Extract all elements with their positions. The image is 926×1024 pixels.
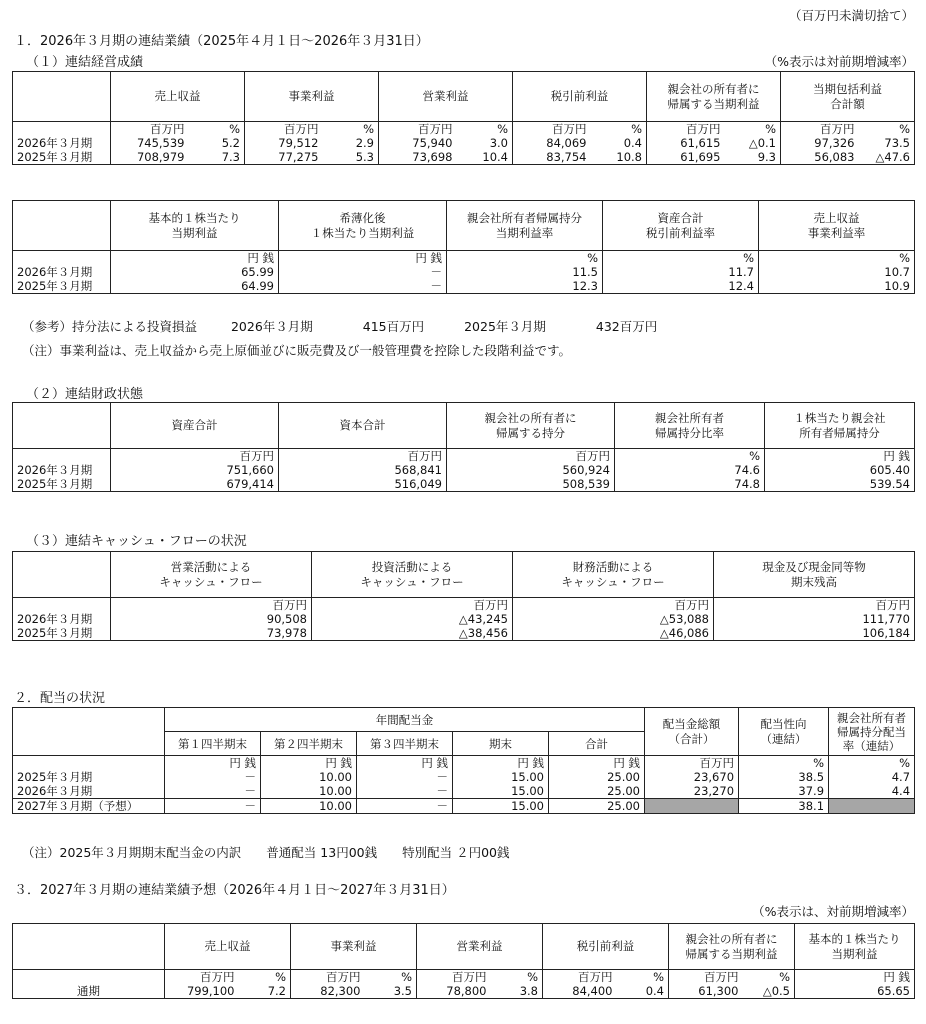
- row-label: 2026年３月期: [13, 265, 111, 279]
- value-cell: 106,184: [714, 626, 915, 641]
- value-cell: 65.65: [795, 984, 915, 999]
- unit-cell: 円 銭: [795, 970, 915, 985]
- value-cell: 10.7: [759, 265, 915, 279]
- col-header: 売上収益: [165, 924, 291, 970]
- value-cell: 56,083: [781, 150, 859, 165]
- value-cell: 111,770: [714, 612, 915, 626]
- annual-dividend-header: 年間配当金: [165, 708, 645, 732]
- value-cell: 0.4: [617, 984, 669, 999]
- value-cell: 11.7: [603, 265, 759, 279]
- value-cell: 77,275: [245, 150, 323, 165]
- unit-note: （百万円未満切捨て）: [788, 8, 914, 23]
- value-cell: 12.4: [603, 279, 759, 294]
- value-cell: △0.5: [743, 984, 795, 999]
- row-label: 2026年３月期: [13, 612, 111, 626]
- value-cell: 679,414: [111, 477, 279, 492]
- value-cell: 25.00: [549, 799, 645, 814]
- value-cell: 560,924: [447, 463, 615, 477]
- unit-cell: 百万円: [111, 449, 279, 464]
- value-cell: 84,400: [543, 984, 617, 999]
- value-cell: 83,754: [513, 150, 591, 165]
- value-cell: 2.9: [323, 136, 379, 150]
- unit-cell: %: [491, 970, 543, 985]
- value-cell: 25.00: [549, 784, 645, 799]
- col-header: 希薄化後 １株当たり当期利益: [279, 201, 447, 251]
- table-row: [13, 150, 915, 165]
- value-cell: 605.40: [765, 463, 915, 477]
- unit-cell: %: [457, 122, 513, 137]
- row-label: 2026年３月期: [13, 463, 111, 477]
- unit-cell: %: [859, 122, 915, 137]
- value-cell: 75,940: [379, 136, 457, 150]
- unit-cell: 百万円: [669, 970, 743, 985]
- col-header: 親会社の所有者に 帰属する持分: [447, 403, 615, 449]
- value-cell: 539.54: [765, 477, 915, 492]
- unit-cell: %: [617, 970, 669, 985]
- value-cell: 751,660: [111, 463, 279, 477]
- col-header: 親会社所有者 帰属持分比率: [615, 403, 765, 449]
- col-header: 税引前利益: [543, 924, 669, 970]
- col-header: 営業利益: [417, 924, 543, 970]
- value-cell: 15.00: [453, 784, 549, 799]
- value-cell: －: [279, 279, 447, 294]
- value-cell: 516,049: [279, 477, 447, 492]
- value-cell: 10.00: [261, 770, 357, 784]
- value-cell: 23,270: [645, 784, 739, 799]
- dividend-breakdown-note: （注）2025年３月期期末配当金の内訳 普通配当 13円00銭 特別配当 ２円00銭: [22, 845, 510, 860]
- col-header: 資産合計 税引前利益率: [603, 201, 759, 251]
- col-header: １株当たり親会社 所有者帰属持分: [765, 403, 915, 449]
- unit-row: [13, 598, 915, 613]
- value-cell: △0.1: [725, 136, 781, 150]
- value-cell: 7.3: [189, 150, 245, 165]
- unit-cell: %: [591, 122, 647, 137]
- operating-results-table: [12, 71, 915, 165]
- value-cell: 12.3: [447, 279, 603, 294]
- value-cell: 745,539: [111, 136, 189, 150]
- table-row: [13, 265, 915, 279]
- value-cell: 4.7: [829, 770, 915, 784]
- value-cell: 10.00: [261, 799, 357, 814]
- col-header: 親会社の所有者に 帰属する当期利益: [669, 924, 795, 970]
- row-label: 2026年３月期: [13, 136, 111, 150]
- unit-cell: 百万円: [543, 970, 617, 985]
- table-header-row: [13, 552, 915, 598]
- unit-cell: %: [615, 449, 765, 464]
- table-header-row: [13, 72, 915, 122]
- value-cell: 79,512: [245, 136, 323, 150]
- financial-position-table: [12, 402, 915, 492]
- value-cell: 10.8: [591, 150, 647, 165]
- unit-cell: 百万円: [447, 449, 615, 464]
- col-header: 事業利益: [245, 72, 379, 122]
- value-cell: 73,978: [111, 626, 312, 641]
- per-share-table: [12, 200, 915, 294]
- col-header: 親会社所有者帰属持分 当期利益率: [447, 201, 603, 251]
- value-cell: －: [279, 265, 447, 279]
- row-label: 2025年３月期: [13, 626, 111, 641]
- value-cell: －: [357, 784, 453, 799]
- table-row: [13, 770, 915, 784]
- section-1-2-title: （２）連結財政状態: [26, 387, 144, 402]
- col-header: 期末: [453, 732, 549, 756]
- unit-row: [13, 251, 915, 266]
- value-cell: 64.99: [111, 279, 279, 294]
- unit-cell: 百万円: [279, 449, 447, 464]
- unit-cell: %: [829, 756, 915, 771]
- table-header-row: [13, 403, 915, 449]
- col-header: 税引前利益: [513, 72, 647, 122]
- unit-cell: %: [447, 251, 603, 266]
- value-cell: △38,456: [312, 626, 513, 641]
- value-cell: 25.00: [549, 770, 645, 784]
- table-row: [13, 279, 915, 294]
- unit-row: [13, 122, 915, 137]
- unit-cell: %: [725, 122, 781, 137]
- unit-cell: 円 銭: [453, 756, 549, 771]
- value-cell: 84,069: [513, 136, 591, 150]
- percent-note-forecast: （%表示は、対前期増減率）: [752, 904, 914, 919]
- value-cell: －: [165, 770, 261, 784]
- value-cell: －: [357, 799, 453, 814]
- col-header: 事業利益: [291, 924, 417, 970]
- table-row: [13, 463, 915, 477]
- table-header-row: [13, 708, 915, 732]
- col-header: 資産合計: [111, 403, 279, 449]
- value-cell: －: [165, 784, 261, 799]
- value-cell: 90,508: [111, 612, 312, 626]
- unit-cell: 円 銭: [765, 449, 915, 464]
- value-cell: 10.4: [457, 150, 513, 165]
- value-cell: 3.5: [365, 984, 417, 999]
- unit-cell: 百万円: [714, 598, 915, 613]
- table-row: [13, 136, 915, 150]
- value-cell: △47.6: [859, 150, 915, 165]
- unit-cell: 百万円: [513, 598, 714, 613]
- row-label: 通期: [13, 984, 165, 999]
- value-cell: 799,100: [165, 984, 239, 999]
- col-header: 第２四半期末: [261, 732, 357, 756]
- unit-cell: 百万円: [291, 970, 365, 985]
- value-cell: 5.3: [323, 150, 379, 165]
- value-cell: 9.3: [725, 150, 781, 165]
- col-header: 営業活動による キャッシュ・フロー: [111, 552, 312, 598]
- unit-cell: 百万円: [111, 122, 189, 137]
- value-cell: 10.9: [759, 279, 915, 294]
- unit-cell: 円 銭: [279, 251, 447, 266]
- table-row: [13, 477, 915, 492]
- unit-cell: %: [739, 756, 829, 771]
- value-cell: 37.9: [739, 784, 829, 799]
- row-label: 2026年３月期: [13, 784, 165, 799]
- equity-method-value-2: 432百万円: [595, 319, 658, 334]
- shaded-cell: [829, 799, 915, 814]
- table-header-row: [13, 201, 915, 251]
- value-cell: 73,698: [379, 150, 457, 165]
- value-cell: 568,841: [279, 463, 447, 477]
- unit-cell: %: [743, 970, 795, 985]
- unit-cell: 百万円: [165, 970, 239, 985]
- unit-cell: 百万円: [379, 122, 457, 137]
- row-label: 2025年３月期: [13, 770, 165, 784]
- value-cell: 38.1: [739, 799, 829, 814]
- unit-cell: %: [189, 122, 245, 137]
- col-header: 当期包括利益 合計額: [781, 72, 915, 122]
- unit-cell: %: [323, 122, 379, 137]
- equity-method-label: （参考）持分法による投資損益: [22, 319, 198, 334]
- unit-cell: %: [603, 251, 759, 266]
- value-cell: 708,979: [111, 150, 189, 165]
- value-cell: 61,615: [647, 136, 725, 150]
- unit-cell: 百万円: [647, 122, 725, 137]
- unit-cell: %: [239, 970, 291, 985]
- value-cell: 5.2: [189, 136, 245, 150]
- equity-method-period-1: 2026年３月期: [230, 319, 313, 334]
- forecast-table: [12, 923, 915, 999]
- col-header: 配当金総額 （合計）: [645, 708, 739, 756]
- col-header: 合計: [549, 732, 645, 756]
- unit-cell: 百万円: [417, 970, 491, 985]
- col-header: 資本合計: [279, 403, 447, 449]
- value-cell: 74.8: [615, 477, 765, 492]
- value-cell: 78,800: [417, 984, 491, 999]
- section-1-1-title: （１）連結経営成績: [26, 55, 144, 70]
- unit-cell: %: [365, 970, 417, 985]
- col-header: 第１四半期末: [165, 732, 261, 756]
- value-cell: 3.0: [457, 136, 513, 150]
- percent-note: （%表示は対前期増減率）: [764, 54, 914, 69]
- unit-row: [13, 449, 915, 464]
- section-1-title: １．2026年３月期の連結業績（2025年４月１日～2026年３月31日）: [14, 34, 429, 49]
- equity-method-note: [22, 317, 657, 335]
- value-cell: 15.00: [453, 799, 549, 814]
- table-header-row: [13, 924, 915, 970]
- shaded-cell: [645, 799, 739, 814]
- value-cell: 61,695: [647, 150, 725, 165]
- value-cell: －: [165, 799, 261, 814]
- table-row-forecast: [13, 799, 915, 814]
- value-cell: 4.4: [829, 784, 915, 799]
- value-cell: △46,086: [513, 626, 714, 641]
- value-cell: 23,670: [645, 770, 739, 784]
- value-cell: 61,300: [669, 984, 743, 999]
- section-2-title: ２．配当の状況: [14, 691, 106, 706]
- value-cell: 82,300: [291, 984, 365, 999]
- col-header: 現金及び現金同等物 期末残高: [714, 552, 915, 598]
- value-cell: 15.00: [453, 770, 549, 784]
- value-cell: 7.2: [239, 984, 291, 999]
- dividends-table: [12, 707, 915, 814]
- value-cell: △53,088: [513, 612, 714, 626]
- table-row: [13, 612, 915, 626]
- value-cell: －: [357, 770, 453, 784]
- unit-cell: 百万円: [312, 598, 513, 613]
- business-profit-note: （注）事業利益は、売上収益から売上原価並びに販売費及び一般管理費を控除した段階利益です。: [22, 343, 572, 358]
- equity-method-period-2: 2025年３月期: [464, 319, 546, 334]
- col-header: 親会社所有者 帰属持分配当 率（連結）: [829, 708, 915, 756]
- section-3-title: ３．2027年３月期の連結業績予想（2026年４月１日～2027年３月31日）: [14, 883, 455, 898]
- equity-method-value-1: 415百万円: [362, 319, 425, 334]
- unit-row: [13, 970, 915, 985]
- col-header: 第３四半期末: [357, 732, 453, 756]
- unit-cell: 百万円: [781, 122, 859, 137]
- unit-cell: 円 銭: [549, 756, 645, 771]
- row-label: 2025年３月期: [13, 477, 111, 492]
- table-row: [13, 784, 915, 799]
- row-label: 2025年３月期: [13, 150, 111, 165]
- unit-cell: 百万円: [645, 756, 739, 771]
- unit-cell: %: [759, 251, 915, 266]
- value-cell: 65.99: [111, 265, 279, 279]
- value-cell: 97,326: [781, 136, 859, 150]
- unit-cell: 円 銭: [111, 251, 279, 266]
- col-header: 売上収益 事業利益率: [759, 201, 915, 251]
- section-1-3-title: （３）連結キャッシュ・フローの状況: [26, 534, 247, 549]
- col-header: 親会社の所有者に 帰属する当期利益: [647, 72, 781, 122]
- row-label: 2027年３月期（予想）: [13, 799, 165, 814]
- value-cell: 508,539: [447, 477, 615, 492]
- value-cell: △43,245: [312, 612, 513, 626]
- col-header: 基本的１株当たり 当期利益: [111, 201, 279, 251]
- col-header: 投資活動による キャッシュ・フロー: [312, 552, 513, 598]
- cash-flow-table: [12, 551, 915, 641]
- value-cell: 0.4: [591, 136, 647, 150]
- col-header: 財務活動による キャッシュ・フロー: [513, 552, 714, 598]
- table-row: [13, 984, 915, 999]
- unit-cell: 円 銭: [165, 756, 261, 771]
- row-label: 2025年３月期: [13, 279, 111, 294]
- unit-cell: 百万円: [245, 122, 323, 137]
- col-header: 配当性向 （連結）: [739, 708, 829, 756]
- unit-cell: 円 銭: [357, 756, 453, 771]
- value-cell: 38.5: [739, 770, 829, 784]
- unit-cell: 百万円: [513, 122, 591, 137]
- unit-cell: 円 銭: [261, 756, 357, 771]
- value-cell: 11.5: [447, 265, 603, 279]
- unit-row: [13, 756, 915, 771]
- value-cell: 3.8: [491, 984, 543, 999]
- unit-cell: 百万円: [111, 598, 312, 613]
- table-row: [13, 626, 915, 641]
- col-header: 営業利益: [379, 72, 513, 122]
- value-cell: 10.00: [261, 784, 357, 799]
- value-cell: 73.5: [859, 136, 915, 150]
- col-header: 基本的１株当たり 当期利益: [795, 924, 915, 970]
- col-header: 売上収益: [111, 72, 245, 122]
- value-cell: 74.6: [615, 463, 765, 477]
